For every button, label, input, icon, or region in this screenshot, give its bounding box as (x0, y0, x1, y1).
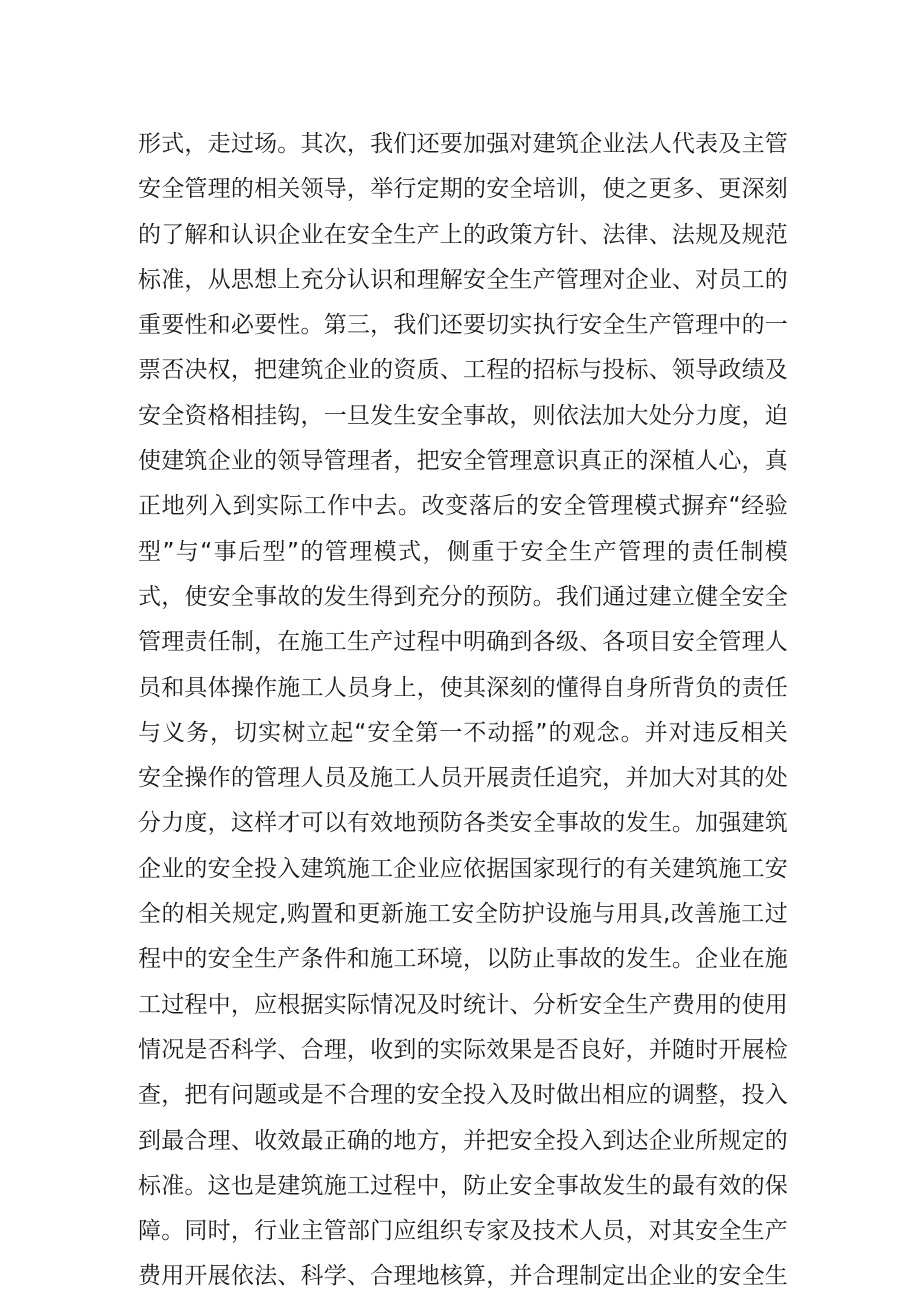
text-line: 障。同时，行业主管部门应组织专家及技术人员，对其安全生产 (138, 1218, 788, 1245)
text-line: 安全管理的相关领导，举行定期的安全培训，使之更多、更深刻 (138, 176, 788, 203)
text-line: 企业的安全投入建筑施工企业应依据国家现行的有关建筑施工安 (138, 855, 788, 882)
text-line: 型”与“事后型”的管理模式，侧重于安全生产管理的责任制模 (138, 538, 788, 565)
body-paragraph (138, 122, 788, 1300)
text-line: 到最合理、收效最正确的地方，并把安全投入到达企业所规定的 (138, 1127, 788, 1154)
text-line: 程中的安全生产条件和施工环境，以防止事故的发生。企业在施 (138, 946, 788, 973)
text-line: 分力度，这样才可以有效地预防各类安全事故的发生。加强建筑 (138, 810, 788, 837)
text-line: 与义务，切实树立起“安全第一不动摇”的观念。并对违反相关 (138, 719, 788, 746)
text-line: 安全操作的管理人员及施工人员开展责任追究，并加大对其的处 (138, 765, 788, 792)
text-line: 正地列入到实际工作中去。改变落后的安全管理模式摒弃“经验 (138, 493, 788, 520)
text-line: 式，使安全事故的发生得到充分的预防。我们通过建立健全安全 (138, 583, 788, 610)
text-line: 查，把有问题或是不合理的安全投入及时做出相应的调整，投入 (138, 1082, 788, 1109)
text-line: 标准，从思想上充分认识和理解安全生产管理对企业、对员工的 (138, 266, 788, 293)
text-line: 形式，走过场。其次，我们还要加强对建筑企业法人代表及主管 (138, 131, 788, 157)
text-line: 的了解和认识企业在安全生产上的政策方针、法律、法规及规范 (138, 221, 788, 248)
text-line: 票否决权，把建筑企业的资质、工程的招标与投标、领导政绩及 (138, 357, 788, 384)
text-line: 情况是否科学、合理，收到的实际效果是否良好，并随时开展检 (138, 1036, 788, 1063)
text-line: 工过程中，应根据实际情况及时统计、分析安全生产费用的使用 (138, 991, 788, 1018)
text-line: 使建筑企业的领导管理者，把安全管理意识真正的深植人心，真 (138, 448, 788, 475)
text-line: 标准。这也是建筑施工过程中，防止安全事故发生的最有效的保 (138, 1172, 788, 1199)
text-line: 全的相关规定,购置和更新施工安全防护设施与用具,改善施工过 (138, 901, 788, 928)
text-line: 管理责任制，在施工生产过程中明确到各级、各项目安全管理人 (138, 629, 788, 656)
text-line: 员和具体操作施工人员身上，使其深刻的懂得自身所背负的责任 (138, 674, 788, 701)
text-line: 费用开展依法、科学、合理地核算，并合理制定出企业的安全生 (138, 1263, 788, 1290)
text-line: 重要性和必要性。第三，我们还要切实执行安全生产管理中的一 (138, 312, 788, 339)
text-line: 安全资格相挂钩，一旦发生安全事故，则依法加大处分力度，迫 (138, 402, 788, 429)
